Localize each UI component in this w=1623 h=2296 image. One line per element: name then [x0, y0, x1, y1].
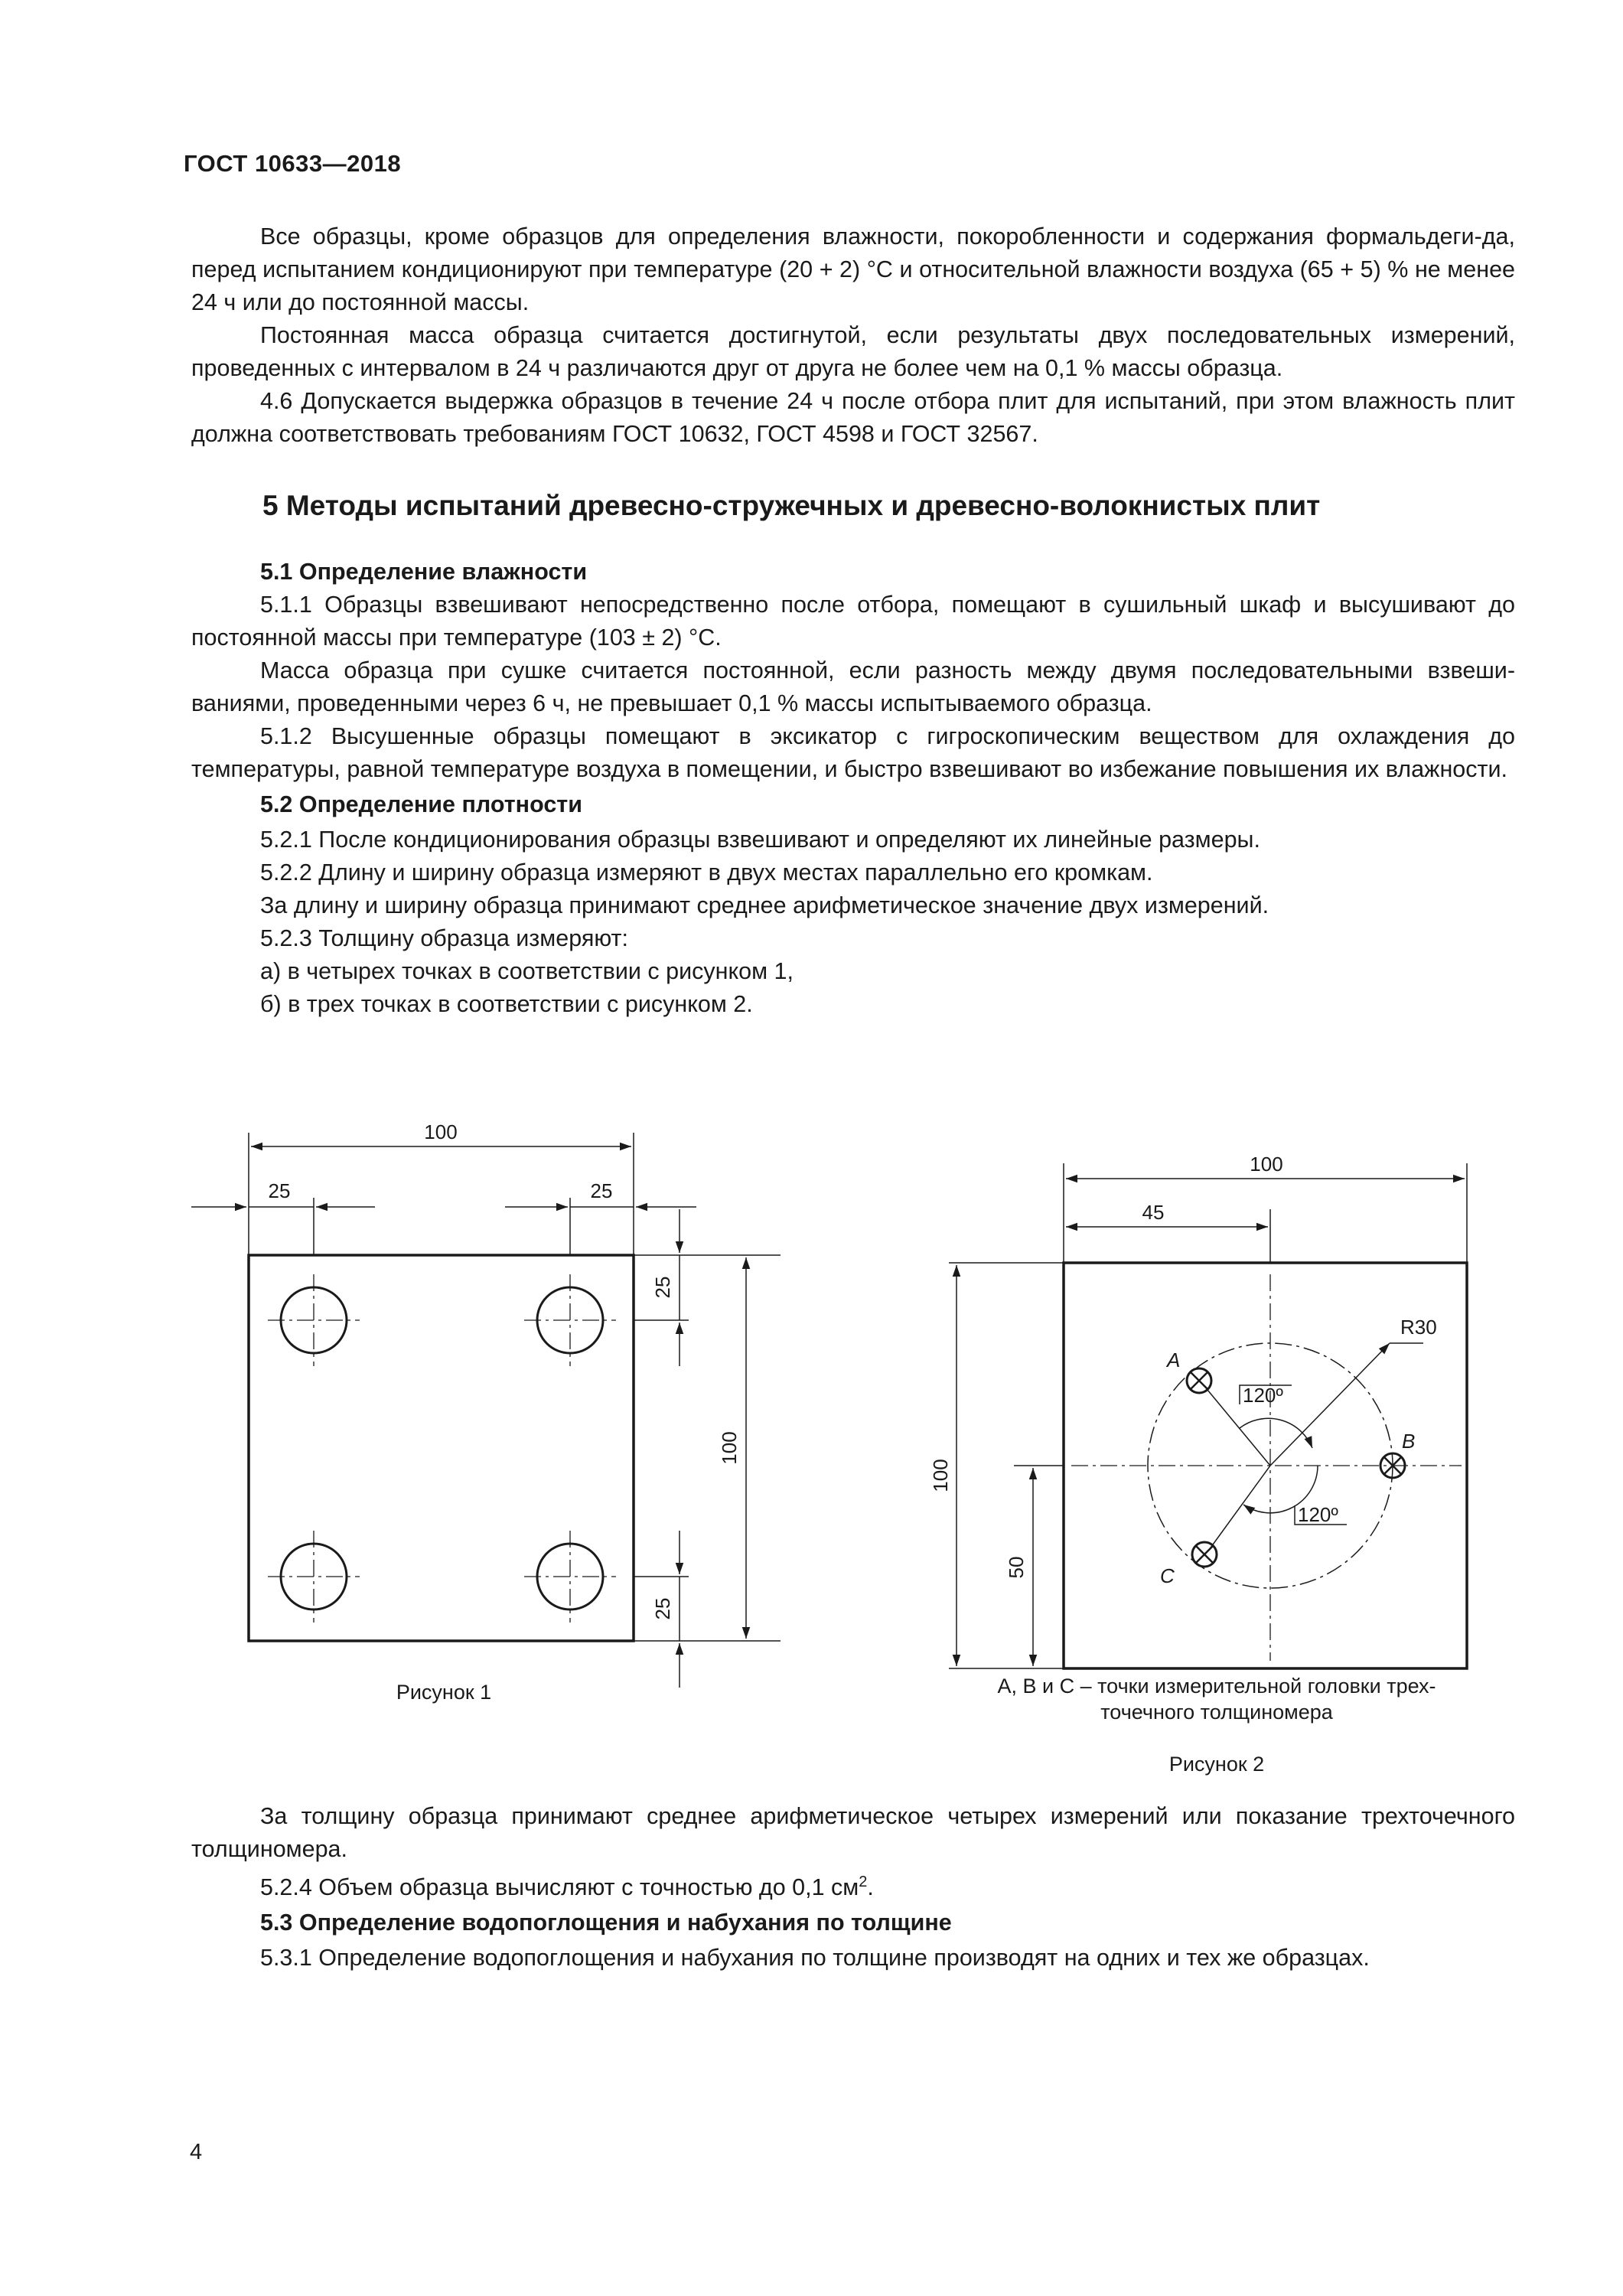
subsection-5-2-title: 5.2 Определение плотности	[260, 791, 582, 817]
section-5-title: 5 Методы испытаний древесно-стружечных и древесно-волокнистых плит	[262, 490, 1321, 521]
plate-outline	[249, 1255, 634, 1641]
figure-2-drawing	[918, 1133, 1500, 1691]
figure-2-legend-line-1: А, В и С – точки измерительной головки трех-	[997, 1675, 1436, 1698]
dim2-label-center-x: 45	[1142, 1201, 1165, 1224]
hole-bottom-left	[268, 1531, 360, 1623]
figure-1-drawing	[184, 1102, 811, 1699]
paragraph-5-2-2: 5.2.2 Длину и ширину образца измеряют в двух местах параллельно его кромкам.	[260, 859, 1153, 885]
point-a-label: A	[1167, 1349, 1181, 1371]
paragraph-constant-mass: Постоянная масса образца считается достигнутой, если результаты двух последовательных измерений, проведенных с интервалом в 24 ч различаются друг от друга не более чем на 0,1 % массы образца.	[191, 322, 1515, 381]
point-c-marker	[1192, 1542, 1217, 1567]
paragraph-conditioning: Все образцы, кроме образцов для определения влажности, покоробленности и содержания формальдеги-да, перед испытанием кондиционируют при температуре (20 + 2) °С и относительной влажности воздуха (65 + 5) % не менее 24 ч или до постоянной массы.	[191, 223, 1515, 315]
list-item-b: б) в трех точках в соответствии с рисунком 2.	[260, 991, 753, 1017]
hole-top-right	[524, 1274, 616, 1366]
figure-1-caption: Рисунок 1	[396, 1681, 492, 1704]
paragraph-thickness-average: За толщину образца принимают среднее арифметическое четырех измерений или показание трехточечного толщиномера.	[191, 1803, 1515, 1862]
paragraph-5-1-1-mass: Масса образца при сушке считается постоянной, если разность между двумя последовательными взвеши-ваниями, проведенными через 6 ч, не превышает 0,1 % массы испытываемого образца.	[191, 657, 1515, 716]
paragraph-5-2-2-avg: За длину и ширину образца принимают среднее арифметическое значение двух измерений.	[260, 892, 1269, 918]
section-5-body	[191, 556, 1515, 1021]
paragraph-5-2-1: 5.2.1 После кондиционирования образцы взвешивают и определяют их линейные размеры.	[260, 827, 1260, 853]
point-b-label: B	[1402, 1430, 1416, 1453]
angle-label-1: 120º	[1243, 1384, 1283, 1407]
dim-label-width: 100	[424, 1120, 458, 1143]
radius-label: R30	[1400, 1316, 1437, 1339]
paragraph-5-2-4-end: .	[867, 1874, 874, 1901]
figure-2-legend	[926, 1673, 1507, 1725]
dim-label-top-offset: 25	[651, 1276, 674, 1299]
dim-label-height: 100	[718, 1431, 741, 1465]
section-5-continued	[191, 1800, 1515, 1975]
dim2-label-width: 100	[1250, 1153, 1283, 1176]
list-item-a: а) в четырех точках в соответствии с рисунком 1,	[260, 958, 794, 984]
paragraph-5-2-4-superscript: 2	[859, 1874, 868, 1890]
subsection-5-1-title: 5.1 Определение влажности	[260, 559, 588, 585]
hole-bottom-right	[524, 1531, 616, 1623]
figure-2-caption: Рисунок 2	[1168, 1753, 1265, 1776]
page-number: 4	[190, 2140, 203, 2164]
paragraph-5-3-1: 5.3.1 Определение водопоглощения и набухания по толщине производят на одних и тех же образцах.	[260, 1945, 1370, 1971]
figure-2-legend-line-2: точечного толщиномера	[1100, 1701, 1333, 1724]
dim2-label-center-y: 50	[1005, 1556, 1028, 1579]
dim-label-bottom-offset: 25	[651, 1597, 674, 1620]
paragraph-5-2-4-text: 5.2.4 Объем образца вычисляют с точностью до 0,1 см	[260, 1874, 859, 1901]
dim-label-left-offset: 25	[268, 1179, 291, 1202]
point-a-marker	[1187, 1368, 1211, 1393]
dim-label-right-offset: 25	[590, 1179, 613, 1202]
hole-top-left	[268, 1274, 360, 1366]
paragraph-5-2-4	[191, 1866, 1515, 1904]
document-code-header: ГОСТ 10633—2018	[184, 150, 402, 177]
paragraph-4-6: 4.6 Допускается выдержка образцов в течение 24 ч после отбора плит для испытаний, при этом влажность плит должна соответствовать требованиям ГОСТ 10632, ГОСТ 4598 и ГОСТ 32567.	[191, 388, 1515, 447]
angle-label-2: 120º	[1298, 1503, 1338, 1526]
paragraph-5-1-1: 5.1.1 Образцы взвешивают непосредственно после отбора, помещают в сушильный шкаф и высушивают до постоянной массы при температуре (103 ± 2) °С.	[191, 592, 1515, 651]
subsection-5-3-title: 5.3 Определение водопоглощения и набухания по толщине	[260, 1910, 952, 1936]
intro-section	[191, 220, 1515, 451]
point-c-label: C	[1160, 1564, 1175, 1587]
paragraph-5-1-2: 5.1.2 Высушенные образцы помещают в эксикатор с гигроскопическим веществом для охлаждения до температуры, равной температуре воздуха в помещении, и быстро взвешивают во избежание повышения их влажности.	[191, 723, 1515, 782]
paragraph-5-2-3: 5.2.3 Толщину образца измеряют:	[260, 925, 628, 951]
dim2-label-height: 100	[929, 1459, 952, 1492]
